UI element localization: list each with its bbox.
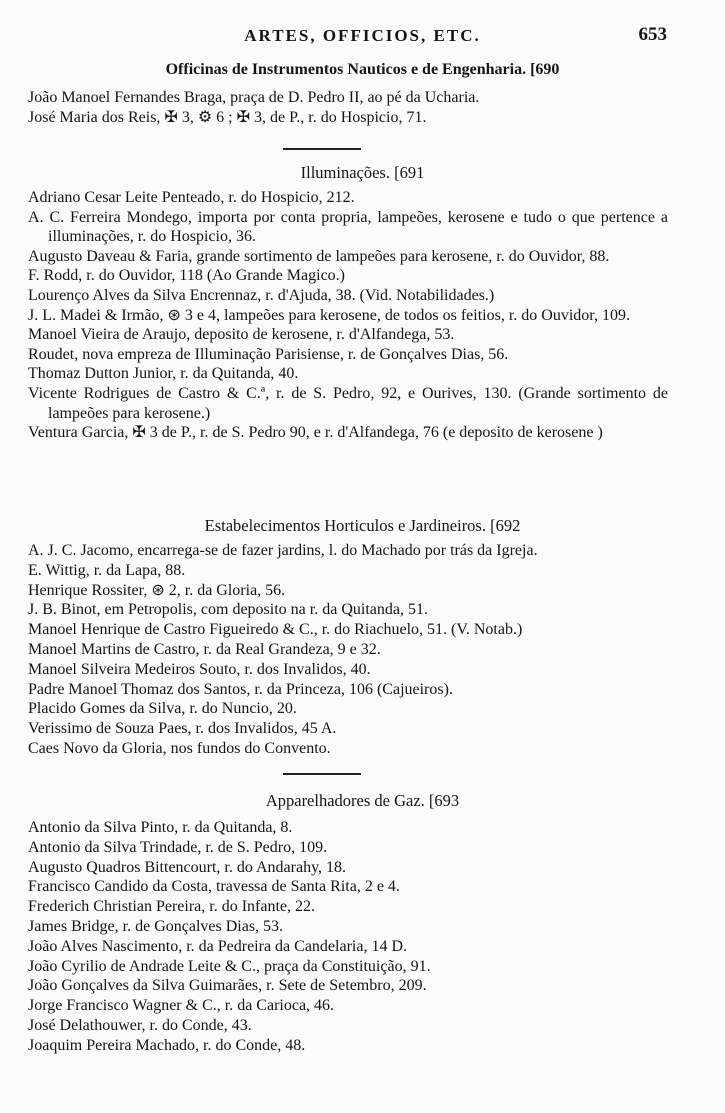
list-item: A. J. C. Jacomo, encarrega-se de fazer jardins, l. do Machado por trás da Igreja.	[28, 542, 538, 559]
list-item: Joaquim Pereira Machado, r. do Conde, 48.	[28, 1036, 306, 1054]
list-item: Augusto Quadros Bittencourt, r. do Andarahy, 18.	[28, 858, 347, 876]
page-header	[0, 26, 725, 50]
section-heading-690	[0, 60, 725, 80]
list-item: F. Rodd, r. do Ouvidor, 118 (Ao Grande Magico.)	[28, 267, 345, 285]
list-item: Lourenço Alves da Silva Encrennaz, r. d'Ajuda, 38. (Vid. Notabilidades.)	[28, 286, 495, 304]
list-item: Jorge Francisco Wagner & C., r. da Carioca, 46.	[28, 997, 335, 1015]
section-title: Officinas de Instrumentos Nauticos e de Engenharia.	[165, 61, 527, 78]
section-heading-693	[0, 791, 725, 811]
section-entries-692	[28, 541, 668, 759]
section-divider	[283, 148, 361, 150]
section-number: [690	[530, 61, 560, 78]
list-item: Francisco Candido da Costa, travessa de Santa Rita, 2 e 4.	[28, 878, 400, 896]
section-number: [693	[428, 791, 460, 810]
list-item: J. B. Binot, em Petropolis, com deposito na r. da Quitanda, 51.	[28, 601, 428, 619]
list-item: Manoel Vieira de Araujo, deposito de kerosene, r. d'Alfandega, 53.	[28, 326, 455, 344]
list-item: José Delathouwer, r. do Conde, 43.	[28, 1016, 252, 1034]
list-item: Placido Gomes da Silva, r. do Nuncio, 20.	[28, 700, 297, 718]
section-entries-693	[28, 818, 668, 1056]
list-item: Vicente Rodrigues de Castro & C.ª, r. de S. Pedro, 92, e Ourives, 130. (Grande sortimento de lampeões para kerosene.)	[28, 384, 668, 422]
list-item: Verissimo de Souza Paes, r. dos Invalidos, 45 A.	[28, 720, 337, 738]
page-number: 653	[638, 24, 667, 45]
list-item: João Manoel Fernandes Braga, praça de D. Pedro II, ao pé da Ucharia.	[28, 89, 480, 106]
section-entries-690	[28, 88, 668, 128]
list-item: José Maria dos Reis, ✠ 3, ⚙ 6 ; ✠ 3, de P., r. do Hospicio, 71.	[28, 108, 427, 126]
list-item: Adriano Cesar Leite Penteado, r. do Hospicio, 212.	[28, 189, 355, 206]
list-item: Frederich Christian Pereira, r. do Infante, 22.	[28, 898, 316, 916]
section-title: Illuminações.	[300, 163, 390, 182]
section-title: Apparelhadores de Gaz.	[265, 791, 425, 810]
list-item: Augusto Daveau & Faria, grande sortimento de lampeões para kerosene, r. do Ouvidor, 88.	[28, 247, 610, 265]
list-item: Antonio da Silva Trindade, r. de S. Pedro, 109.	[28, 838, 328, 856]
list-item: James Bridge, r. de Gonçalves Dias, 53.	[28, 917, 284, 935]
list-item: Henrique Rossiter, ⊛ 2, r. da Gloria, 56.	[28, 581, 286, 599]
list-item: Manoel Martins de Castro, r. da Real Grandeza, 9 e 32.	[28, 640, 381, 658]
section-heading-692	[0, 516, 725, 536]
list-item: Thomaz Dutton Junior, r. da Quitanda, 40.	[28, 365, 299, 383]
section-entries-691	[28, 188, 668, 443]
section-number: [691	[394, 163, 425, 182]
list-item: João Gonçalves da Silva Guimarães, r. Sete de Setembro, 209.	[28, 977, 427, 995]
list-item: João Cyrilio de Andrade Leite & C., praça da Constituição, 91.	[28, 957, 431, 975]
list-item: Manoel Silveira Medeiros Souto, r. dos Invalidos, 40.	[28, 660, 371, 678]
list-item: J. L. Madei & Irmão, ⊛ 3 e 4, lampeões para kerosene, de todos os feitios, r. do Ouvidor, 109.	[28, 306, 630, 324]
list-item: E. Wittig, r. da Lapa, 88.	[28, 561, 186, 579]
list-item: João Alves Nascimento, r. da Pedreira da Candelaria, 14 D.	[28, 937, 407, 955]
list-item: Manoel Henrique de Castro Figueiredo & C., r. do Riachuelo, 51. (V. Notab.)	[28, 621, 523, 639]
section-title: Estabelecimentos Horticulos e Jardineiros.	[204, 516, 486, 535]
list-item: Ventura Garcia, ✠ 3 de P., r. de S. Pedro 90, e r. d'Alfandega, 76 (e deposito de kerosene )	[28, 424, 603, 442]
list-item: Roudet, nova empreza de Illuminação Parisiense, r. de Gonçalves Dias, 56.	[28, 345, 509, 363]
running-title: ARTES, OFFICIOS, ETC.	[244, 26, 481, 45]
section-divider	[283, 773, 361, 775]
list-item: Padre Manoel Thomaz dos Santos, r. da Princeza, 106 (Cajueiros).	[28, 680, 453, 698]
section-number: [692	[490, 516, 521, 535]
list-item: Antonio da Silva Pinto, r. da Quitanda, 8.	[28, 819, 293, 836]
section-heading-691	[0, 163, 725, 183]
list-item: Caes Novo da Gloria, nos fundos do Convento.	[28, 739, 331, 757]
list-item: A. C. Ferreira Mondego, importa por conta propria, lampeões, kerosene e tudo o que pertence a illuminações, r. do Hospicio, 36.	[28, 208, 668, 246]
